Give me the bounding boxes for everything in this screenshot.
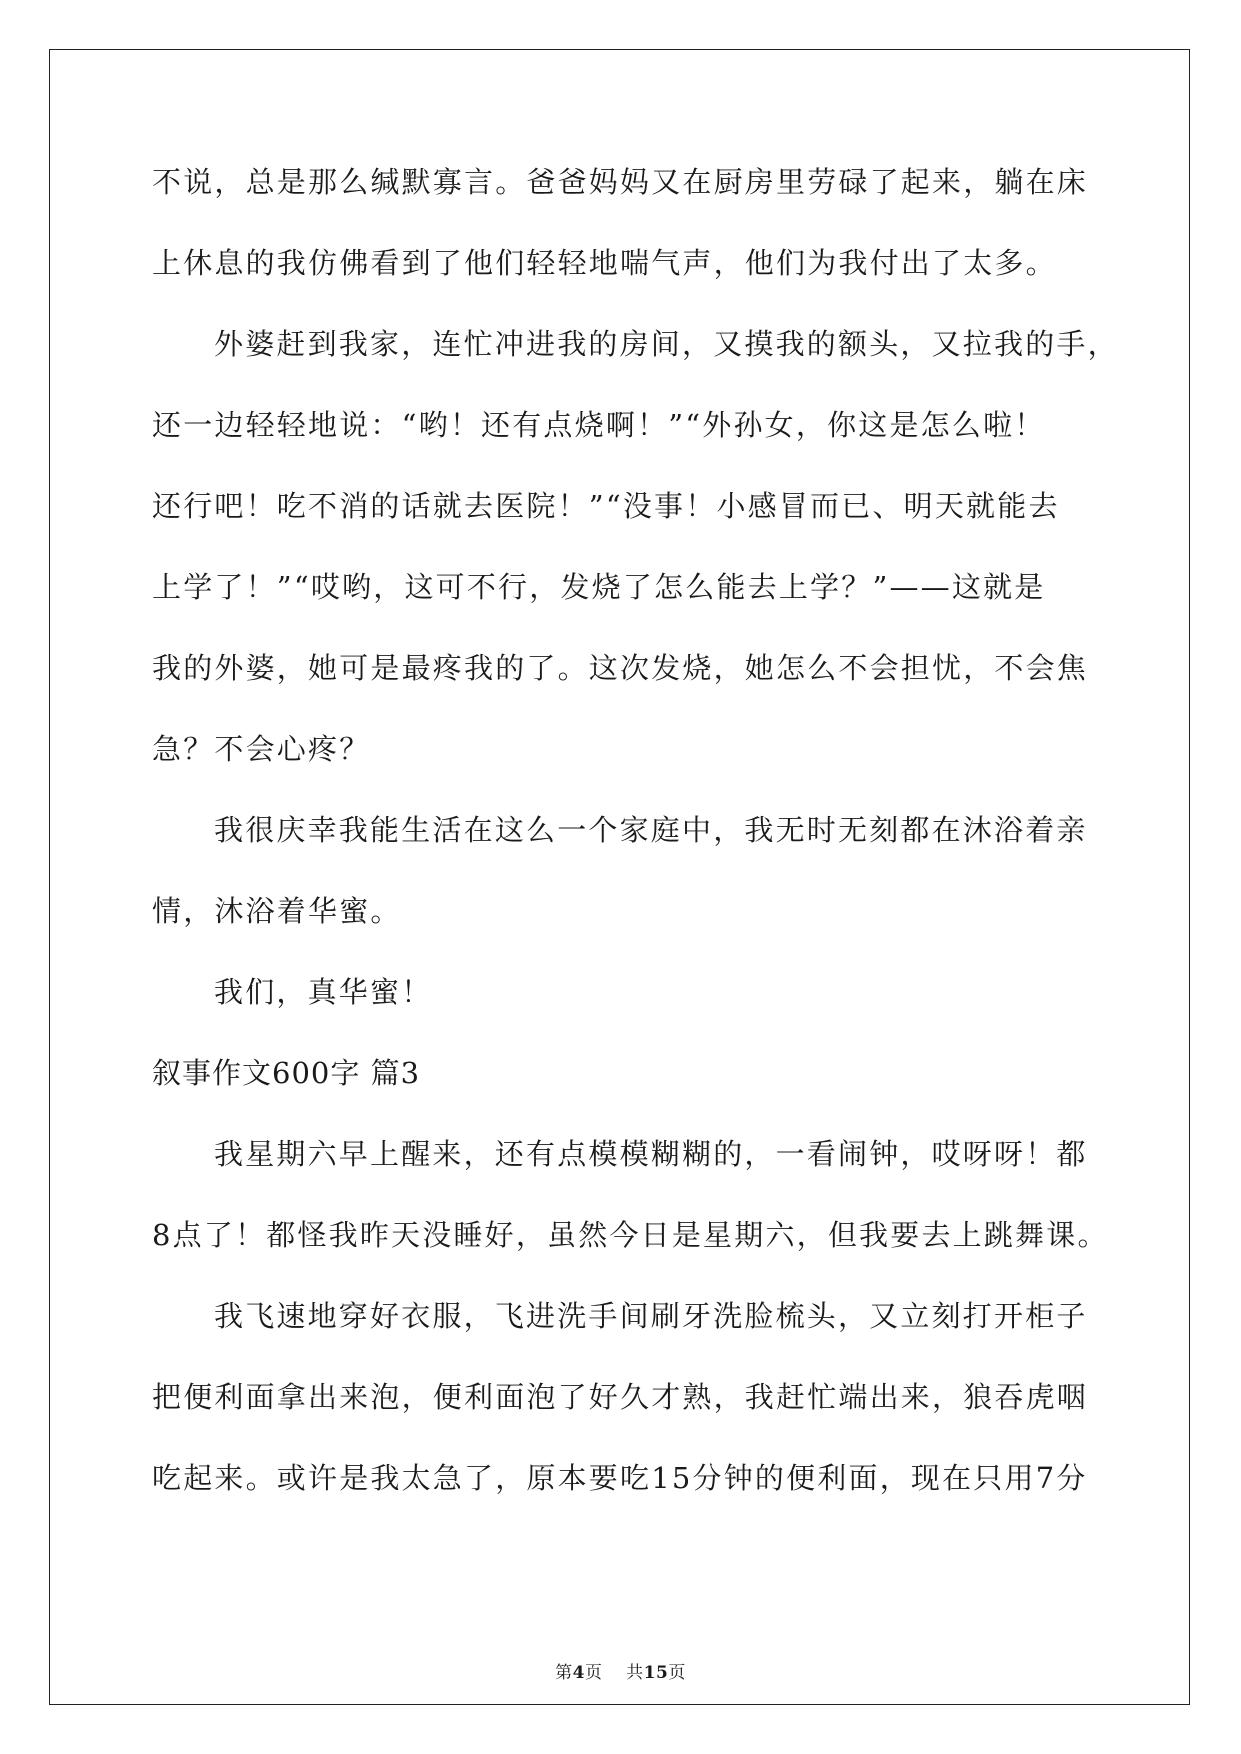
paragraph-start-line: 我星期六早上醒来，还有点模模糊糊的，一看闹钟，哎呀呀！都	[214, 1137, 1088, 1171]
paragraph-start-line: 我们，真华蜜！	[214, 975, 433, 1009]
text-line: 还行吧！吃不消的话就去医院！”“没事！小感冒而已、明天就能去	[152, 489, 1060, 523]
paragraph-start-line: 我飞速地穿好衣服，飞进洗手间刷牙洗脸梳头，又立刻打开柜子	[214, 1299, 1088, 1333]
footer-total-prefix: 共	[626, 1663, 644, 1683]
paragraph-start-line: 外婆赶到我家，连忙冲进我的房间，又摸我的额头，又拉我的手，	[214, 327, 1119, 361]
text-line: 8点了！都怪我昨天没睡好，虽然今日是星期六，但我要去上跳舞课。	[152, 1218, 1109, 1252]
text-line: 我的外婆，她可是最疼我的了。这次发烧，她怎么不会担忧，不会焦	[152, 651, 1089, 685]
text-line: 吃起来。或许是我太急了，原本要吃15分钟的便利面，现在只用7分	[152, 1461, 1088, 1495]
footer-page-suffix: 页	[585, 1663, 603, 1683]
text-line: 急？不会心疼？	[152, 732, 371, 766]
total-pages-number: 15	[643, 1663, 669, 1683]
text-line: 上学了！”“哎哟，这可不行，发烧了怎么能去上学？”——这就是	[152, 570, 1046, 604]
text-line: 上休息的我仿佛看到了他们轻轻地喘气声，他们为我付出了太多。	[152, 246, 1057, 280]
current-page-number: 4	[572, 1663, 586, 1683]
footer-total-suffix: 页	[668, 1663, 686, 1683]
paragraph-start-line: 我很庆幸我能生活在这么一个家庭中，我无时无刻都在沐浴着亲	[214, 813, 1088, 847]
text-line: 情，沐浴着华蜜。	[152, 894, 402, 928]
text-line: 还一边轻轻地说：“哟！还有点烧啊！”“外孙女，你这是怎么啦！	[152, 408, 1046, 442]
section-heading: 叙事作文600字 篇3	[152, 1056, 421, 1090]
page-border	[49, 49, 1190, 1705]
footer-prefix: 第	[555, 1663, 573, 1683]
text-line: 不说，总是那么缄默寡言。爸爸妈妈又在厨房里劳碌了起来，躺在床	[152, 165, 1089, 199]
page-footer	[0, 1658, 1241, 1683]
text-line: 把便利面拿出来泡，便利面泡了好久才熟，我赶忙端出来，狼吞虎咽	[152, 1380, 1089, 1414]
